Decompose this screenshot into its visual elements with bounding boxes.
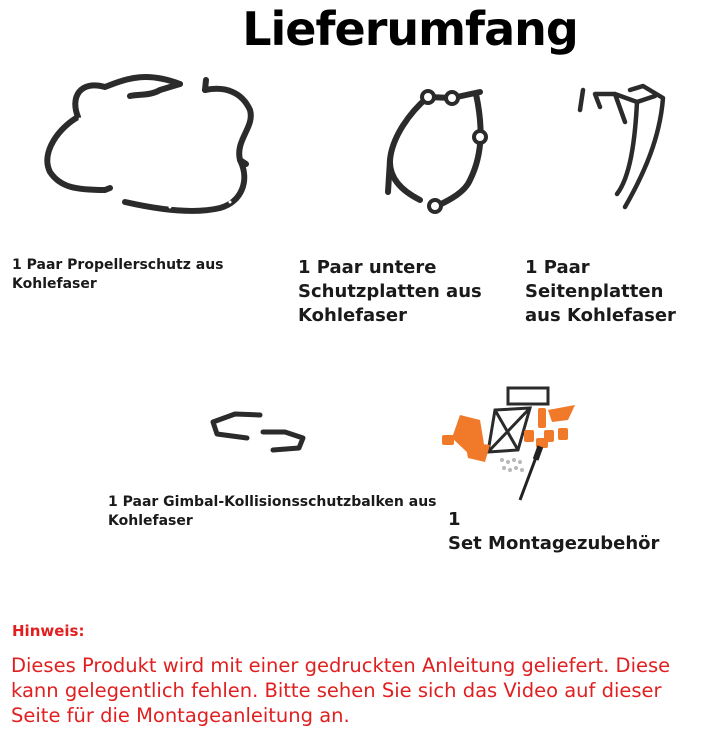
page-title: Lieferumfang [242,2,578,56]
mounting-accessories-image [440,380,590,505]
propeller-guard-caption [12,256,224,295]
caption-line: 1 Paar Propellerschutz aus [12,257,224,273]
caption-line: Schutzplatten aus [298,280,482,302]
notice-line: kann gelegentlich fehlen. Bitte sehen Sie sich das Video auf dieser [11,678,662,702]
gimbal-bumper-caption [108,493,437,532]
caption-line: 1 Paar Seitenplatten [525,257,664,302]
caption-line: Kohlefaser [108,513,193,530]
caption-line: Kohlefaser [12,276,97,293]
notice-line: Seite für die Montageanleitung an. [11,703,350,727]
lower-protection-plates-image [380,82,495,217]
notice-label: Hinweis: [12,622,85,640]
side-plates-caption [525,256,720,328]
notice-line: Dieses Produkt wird mit einer gedruckten Anleitung geliefert. Diese [11,654,671,677]
caption-line: 1 Paar untere [298,257,437,278]
notice-text [11,654,720,728]
mounting-accessories-caption [448,508,659,556]
caption-line: 1 [448,509,461,530]
caption-line: aus Kohlefaser [525,304,676,326]
propeller-guard-image [30,72,270,232]
lower-protection-plates-caption [298,256,482,328]
side-plates-image [575,82,670,214]
caption-line: 1 Paar Gimbal-Kollisionsschutzbalken aus [108,494,437,510]
gimbal-bumper-image [205,410,310,455]
caption-line: Set Montagezubehör [448,532,660,554]
caption-line: Kohlefaser [298,304,407,326]
